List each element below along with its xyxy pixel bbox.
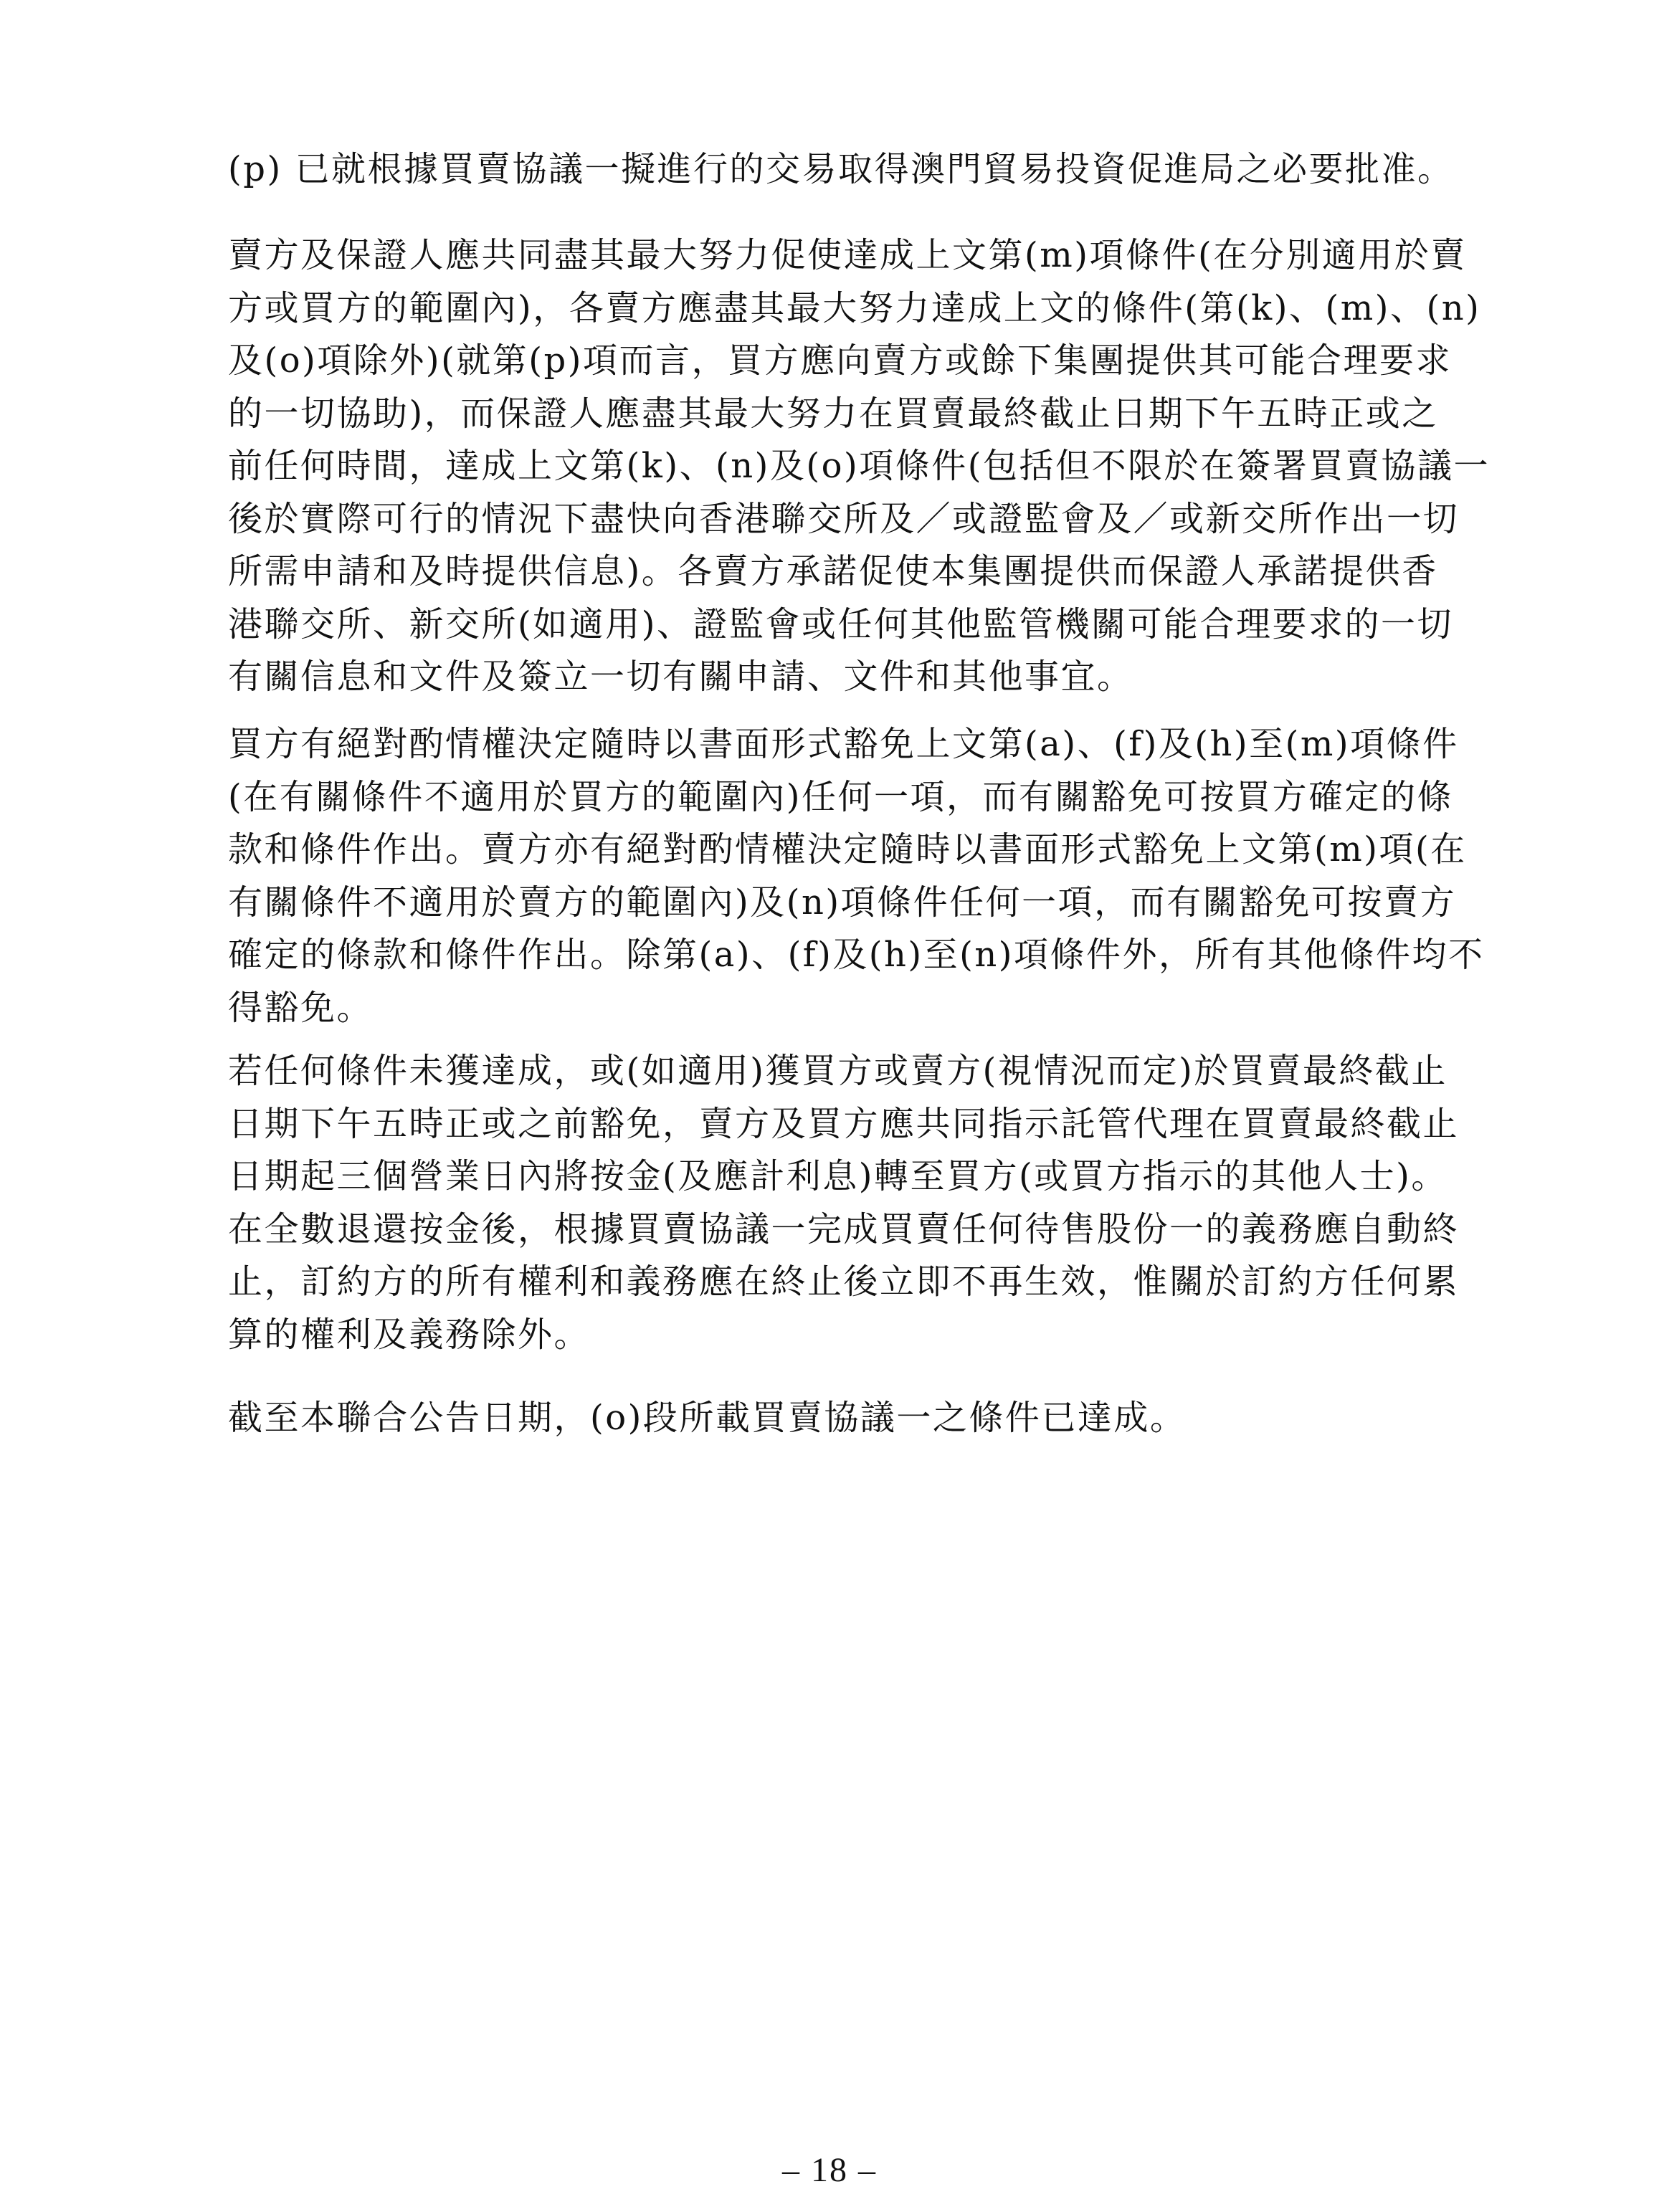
page-number: – 18 –: [782, 2151, 877, 2189]
text-line: 賣方及保證人應共同盡其最大努力促使達成上文第(m)項條件(在分別適用於賣: [228, 235, 1467, 275]
text-line: 確定的條款和條件作出。除第(a)、(f)及(h)至(n)項條件外，所有其他條件均不: [228, 935, 1485, 975]
text-line: 方或買方的範圍內)，各賣方應盡其最大努力達成上文的條件(第(k)、(m)、(n): [228, 287, 1481, 328]
status-paragraph: [228, 1392, 1511, 1445]
text-line: 若任何條件未獲達成，或(如適用)獲買方或賣方(視情況而定)於買賣最終截止: [228, 1051, 1448, 1091]
text-line: 有關信息和文件及簽立一切有關申請、文件和其他事宜。: [228, 657, 1133, 697]
text-line: 款和條件作出。賣方亦有絕對酌情權決定隨時以書面形式豁免上文第(m)項(在: [228, 829, 1467, 869]
text-line: 日期起三個營業日內將按金(及應計利息)轉至買方(或買方指示的其他人士)。: [228, 1156, 1448, 1196]
text-line: 買方有絕對酌情權決定隨時以書面形式豁免上文第(a)、(f)及(h)至(m)項條件: [228, 724, 1459, 764]
text-line: 有關條件不適用於賣方的範圍內)及(n)項條件任何一項，而有關豁免可按賣方: [228, 882, 1457, 923]
text-line: 前任何時間，達成上文第(k)、(n)及(o)項條件(包括但不限於在簽署買賣協議一: [228, 446, 1490, 486]
text-line: (p) 已就根據買賣協議一擬進行的交易取得澳門貿易投資促進局之必要批准。: [228, 149, 1454, 189]
text-line: 港聯交所、新交所(如適用)、證監會或任何其他監管機關可能合理要求的一切: [228, 604, 1453, 644]
text-line: 後於實際可行的情況下盡快向香港聯交所及／或證監會及／或新交所作出一切: [228, 498, 1460, 539]
text-line: 在全數退還按金後，根據買賣協議一完成買賣任何待售股份一的義務應自動終: [228, 1209, 1460, 1249]
text-line: 的一切協助)，而保證人應盡其最大努力在買賣最終截止日期下午五時正或之: [228, 393, 1438, 434]
condition-p-paragraph: [228, 143, 1511, 196]
text-line: 止，訂約方的所有權利和義務應在終止後立即不再生效，惟關於訂約方任何累: [228, 1262, 1460, 1302]
waiver-paragraph: [228, 718, 1511, 1034]
text-line: 截至本聯合公告日期，(o)段所載買賣協議一之條件已達成。: [228, 1398, 1187, 1438]
text-line: 日期下午五時正或之前豁免，賣方及買方應共同指示託管代理在買賣最終截止: [228, 1103, 1460, 1144]
termination-paragraph: [228, 1045, 1511, 1361]
text-line: 算的權利及義務除外。: [228, 1314, 591, 1355]
best-efforts-paragraph: [228, 229, 1511, 704]
text-line: 及(o)項除外)(就第(p)項而言，買方應向賣方或餘下集團提供其可能合理要求: [228, 340, 1452, 381]
text-line: (在有關條件不適用於買方的範圍內)任何一項，而有關豁免可按買方確定的條: [228, 776, 1453, 817]
text-line: 得豁免。: [228, 987, 374, 1028]
text-line: 所需申請和及時提供信息)。各賣方承諾促使本集團提供而保證人承諾提供香: [228, 551, 1438, 591]
